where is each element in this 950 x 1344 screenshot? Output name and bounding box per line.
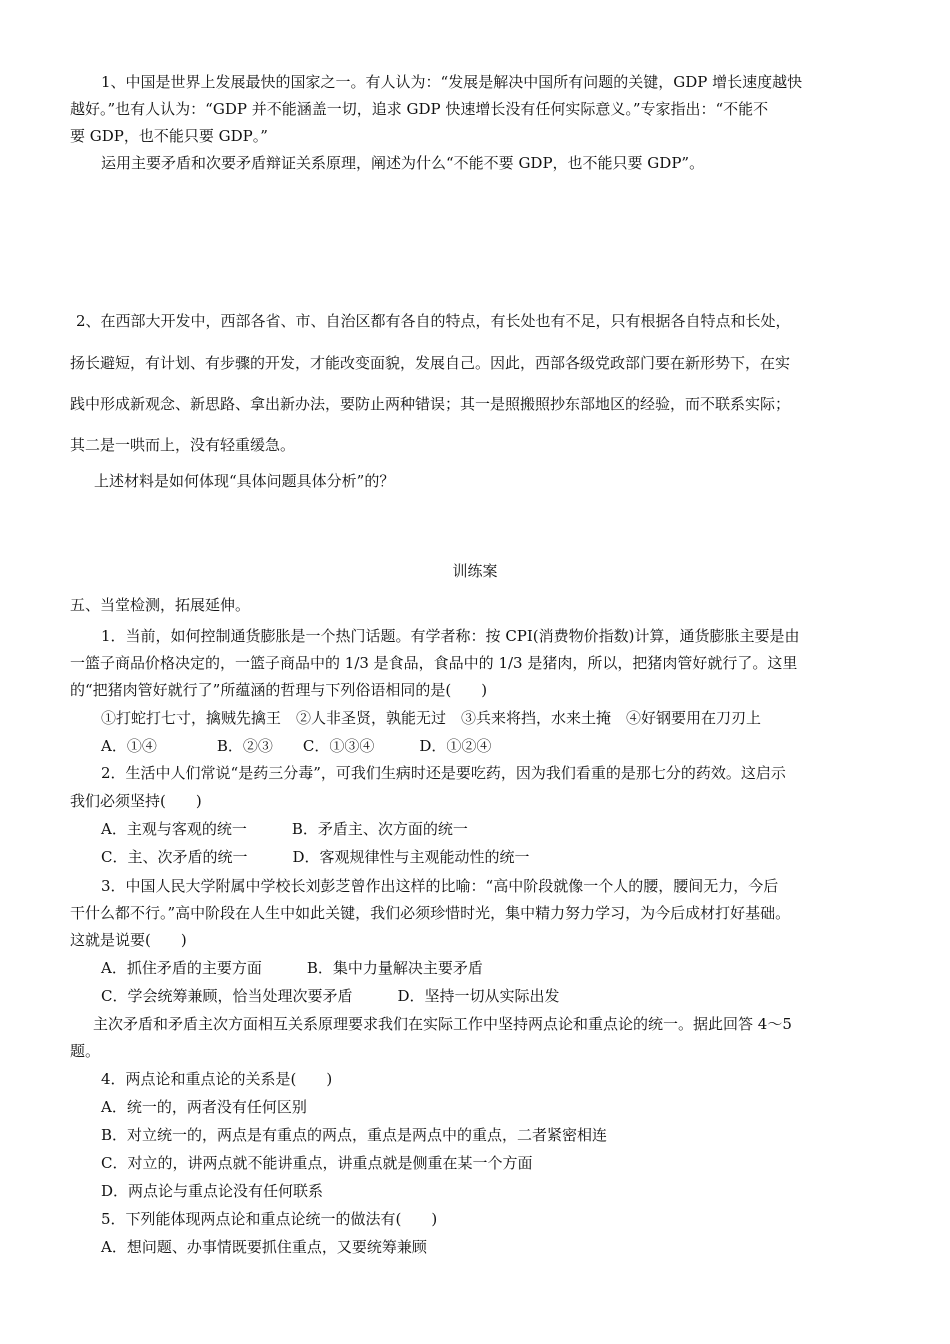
t4-option-c: C．对立的，讲两点就不能讲重点，讲重点就是侧重在某一个方面 (101, 1154, 533, 1172)
t3-options-cd: C．学会统筹兼顾，恰当处理次要矛盾 D．坚持一切从实际出发 (101, 987, 560, 1005)
t3-line-3: 这就是说要( ) (70, 931, 187, 949)
section-heading: 五、当堂检测，拓展延伸。 (70, 596, 251, 614)
t4-option-a: A．统一的，两者没有任何区别 (101, 1098, 307, 1116)
q1-prompt: 运用主要矛盾和次要矛盾辩证关系原理，阐述为什么“不能不要 GDP，也不能只要 GDP”。 (101, 154, 705, 172)
t1-line-1: 1．当前，如何控制通货膨胀是一个热门话题。有学者称：按 CPI(消费物价指数)计算，通货膨胀主要是由 (101, 627, 800, 645)
section-title: 训练案 (452, 562, 498, 580)
q2-line-4: 其二是一哄而上，没有轻重缓急。 (70, 436, 296, 454)
q2-line-1: 2、在西部大开发中，西部各省、市、自治区都有各自的特点，有长处也有不足，只有根据各自特点和长处， (76, 312, 791, 330)
t5-stem: 5．下列能体现两点论和重点论统一的做法有( ) (101, 1210, 438, 1228)
t4-option-b: B．对立统一的，两点是有重点的两点，重点是两点中的重点，二者紧密相连 (101, 1126, 608, 1144)
t4-option-d: D．两点论与重点论没有任何联系 (101, 1182, 324, 1200)
t2-options-ab: A．主观与客观的统一 B．矛盾主、次方面的统一 (101, 820, 468, 838)
t5-option-a: A．想问题、办事情既要抓住重点，又要统筹兼顾 (101, 1238, 427, 1256)
t1-options: A．①④ B．②③ C．①③④ D．①②④ (101, 737, 492, 755)
t1-items: ①打蛇打七寸，擒贼先擒王 ②人非圣贤，孰能无过 ③兵来将挡，水来土掩 ④好钢要用在刀刃上 (101, 709, 762, 727)
t3-line-1: 3．中国人民大学附属中学校长刘彭芝曾作出这样的比喻：“高中阶段就像一个人的腰，腰间无力，今后 (101, 877, 779, 895)
t2-options-cd: C．主、次矛盾的统一 D．客观规律性与主观能动性的统一 (101, 848, 530, 866)
q2-prompt: 上述材料是如何体现“具体问题具体分析”的？ (94, 472, 395, 490)
t3-options-ab: A．抓住矛盾的主要方面 B．集中力量解决主要矛盾 (101, 959, 483, 977)
q1-line-1: 1、中国是世界上发展最快的国家之一。有人认为：“发展是解决中国所有问题的关键，GDP 增长速度越快 (101, 73, 803, 91)
t2-line-2: 我们必须坚持( ) (70, 792, 202, 810)
t1-line-2: 一篮子商品价格决定的，一篮子商品中的 1/3 是食品，食品中的 1/3 是猪肉，所以，把猪肉管好就行了。这里 (70, 654, 798, 672)
t4-stem: 4．两点论和重点论的关系是( ) (101, 1070, 333, 1088)
q1-line-2: 越好。”也有人认为：“GDP 并不能涵盖一切，追求 GDP 快速增长没有任何实际意义。”专家指出：“不能不 (70, 100, 769, 118)
q1-line-3: 要 GDP，也不能只要 GDP。” (70, 127, 268, 145)
t2-line-1: 2．生活中人们常说“是药三分毒”，可我们生病时还是要吃药，因为我们看重的是那七分的药效。这启示 (101, 764, 786, 782)
t1-line-3: 的“把猪肉管好就行了”所蕴涵的哲理与下列俗语相同的是( ) (70, 681, 488, 699)
t3-line-2: 干什么都不行。”高中阶段在人生中如此关键，我们必须珍惜时光，集中精力努力学习，为今后成材打好基础。 (70, 904, 791, 922)
intro45-line-1: 主次矛盾和矛盾主次方面相互关系原理要求我们在实际工作中坚持两点论和重点论的统一。据此回答 4～5 (93, 1015, 792, 1033)
q2-line-3: 践中形成新观念、新思路、拿出新办法，要防止两种错误；其一是照搬照抄东部地区的经验，而不联系实际； (70, 395, 791, 413)
q2-line-2: 扬长避短，有计划、有步骤的开发，才能改变面貌，发展自己。因此，西部各级党政部门要在新形势下，在实 (70, 354, 791, 372)
intro45-line-2: 题。 (70, 1042, 101, 1060)
